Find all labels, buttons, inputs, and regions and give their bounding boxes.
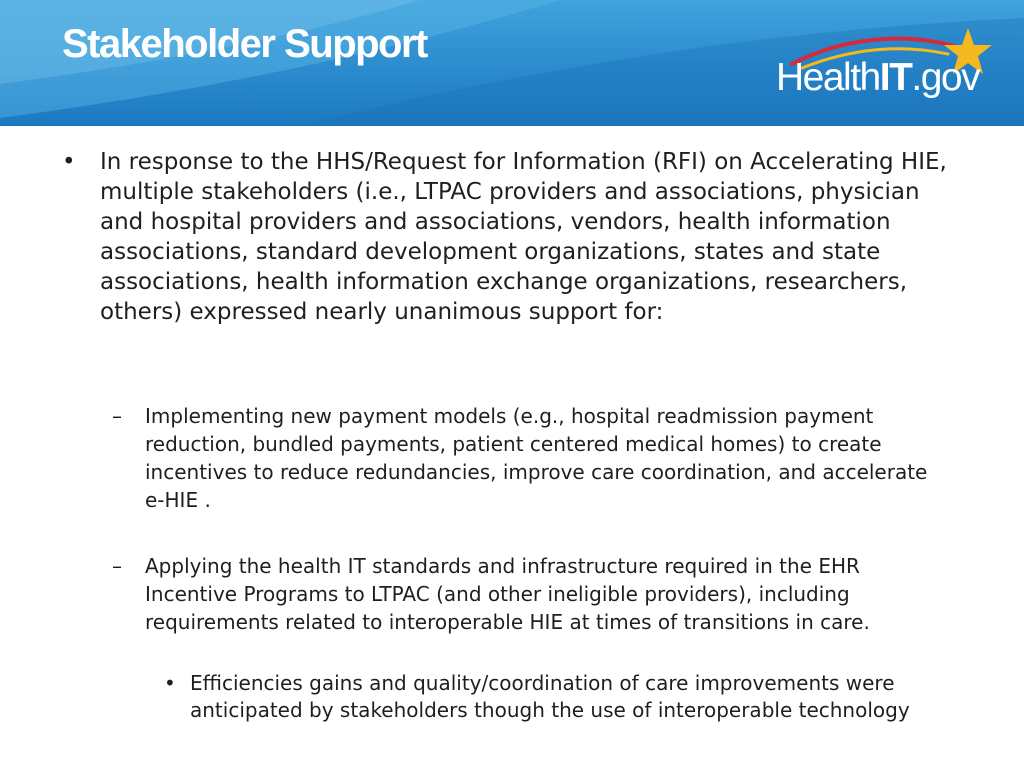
bullet-text: Implementing new payment models (e.g., hospital readmission payment reduction, bundled payments, patient centered medical homes) to create incentives to reduce redundancies, improve care coordination, and accelerate e-HIE . — [145, 404, 928, 512]
healthit-logo — [772, 24, 1000, 108]
dash-marker: – — [112, 404, 122, 428]
logo-word-it: IT — [879, 56, 912, 99]
bullet-marker: • — [62, 149, 76, 175]
logo-wordmark — [776, 58, 979, 97]
bullet-text: In response to the HHS/Request for Information (RFI) on Accelerating HIE, multiple stakeholders (i.e., LTPAC providers and associations, physician and hospital providers and associations, vendors, health information associations, standard development organizations, states and state associations, health information exchange organizations, researchers, others) expressed nearly unanimous support for: — [100, 149, 947, 325]
slide-header — [0, 0, 1024, 126]
slide-title: Stakeholder Support — [62, 22, 427, 66]
bullet-text: Applying the health IT standards and infrastructure required in the EHR Incentive Programs to LTPAC (and other ineligible providers), including requirements related to interoperable HIE at times of transitions in care. — [145, 554, 870, 634]
dash-marker: – — [112, 554, 122, 578]
logo-word-gov: .gov — [911, 56, 980, 99]
logo-word-health: Health — [776, 56, 880, 99]
bullet-text: Efficiencies gains and quality/coordination of care improvements were anticipated by stakeholders though the use of interoperable technology — [190, 671, 910, 722]
bullet-marker: • — [164, 671, 176, 695]
